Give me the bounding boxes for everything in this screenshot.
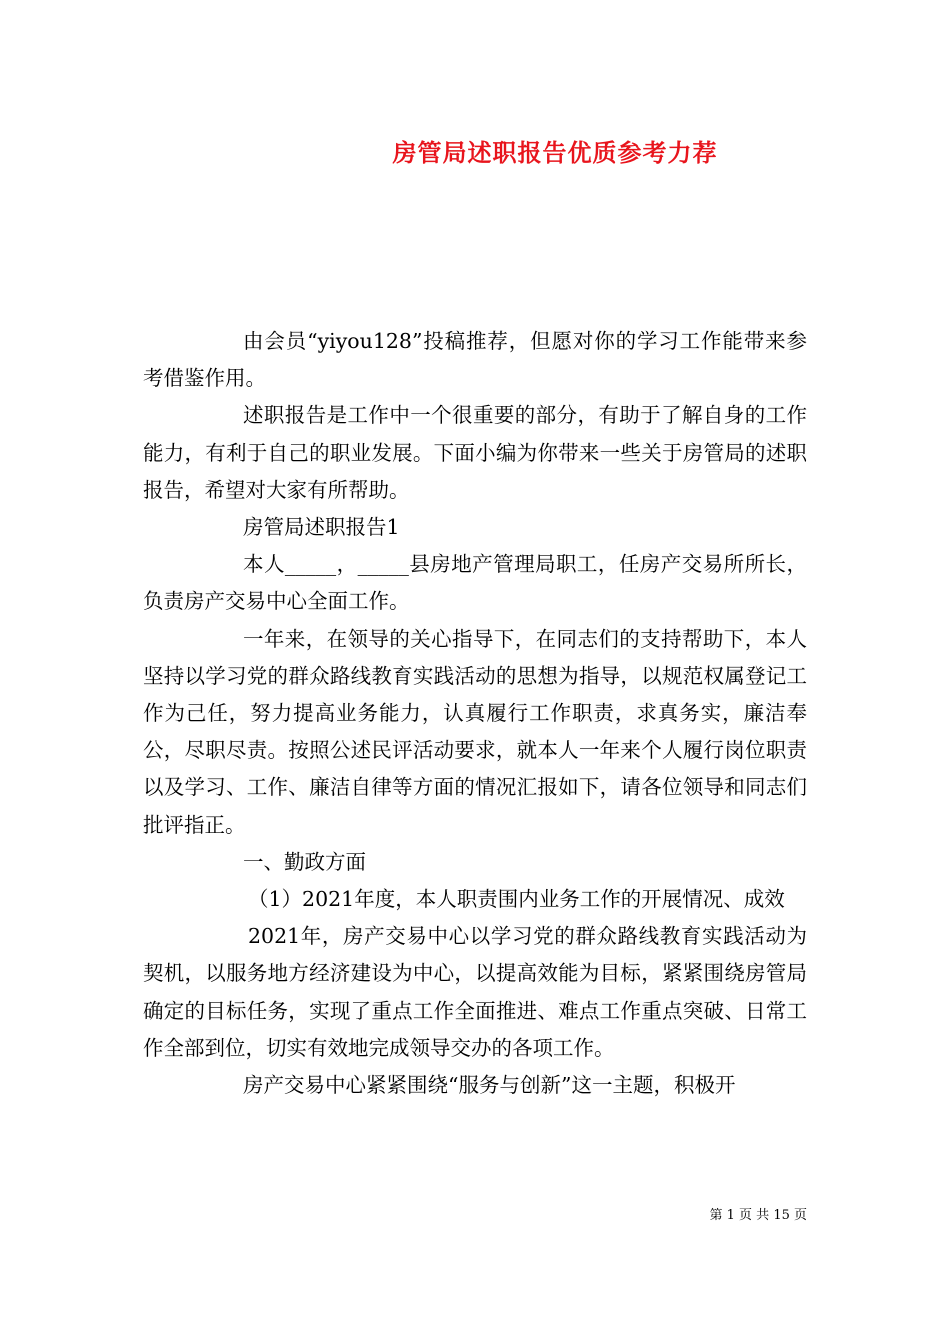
document-title: 房管局述职报告优质参考力荐 xyxy=(392,138,718,167)
page-number-footer: 第 1 页 共 15 页 xyxy=(709,1208,807,1223)
paragraph-2021-work: 2021年，房产交易中心以学习党的群众路线教育实践活动为契机，以服务地方经济建设为中心，以提高效能为目标，紧紧围绕房管局确定的目标任务，实现了重点工作全面推进、难点工作重点突破、日常工作全部到位，切实有效地完成领导交办的各项工作。 xyxy=(143,924,807,1060)
paragraph-preface: 述职报告是工作中一个很重要的部分，有助于了解自身的工作能力，有利于自己的职业发展。下面小编为你带来一些关于房管局的述职报告，希望对大家有所帮助。 xyxy=(143,403,807,502)
paragraph-self-intro: 本人_____，_____县房地产管理局职工，任房产交易所所长，负责房产交易中心全面工作。 xyxy=(143,552,807,614)
paragraph-year-summary: 一年来，在领导的关心指导下，在同志们的支持帮助下，本人坚持以学习党的群众路线教育实践活动的思想为指导，以规范权属登记工作为己任，努力提高业务能力，认真履行工作职责，求真务实，廉洁奉公，尽职尽责。按照公述民评活动要求，就本人一年来个人履行岗位职责以及学习、工作、廉洁自律等方面的情况汇报如下，请各位领导和同志们批评指正。 xyxy=(143,626,807,837)
paragraph-service-innovation: 房产交易中心紧紧围绕“服务与创新”这一主题，积极开 xyxy=(243,1073,736,1098)
document-body xyxy=(143,323,807,1104)
subsection-heading-work: （1）2021年度，本人职责围内业务工作的开展情况、成效 xyxy=(248,887,785,912)
paragraph-intro: 由会员“yiyou128”投稿推荐，但愿对你的学习工作能带来参考借鉴作用。 xyxy=(143,329,807,391)
section-heading-report-1: 房管局述职报告1 xyxy=(243,515,400,540)
section-heading-diligence: 一、勤政方面 xyxy=(243,849,366,874)
